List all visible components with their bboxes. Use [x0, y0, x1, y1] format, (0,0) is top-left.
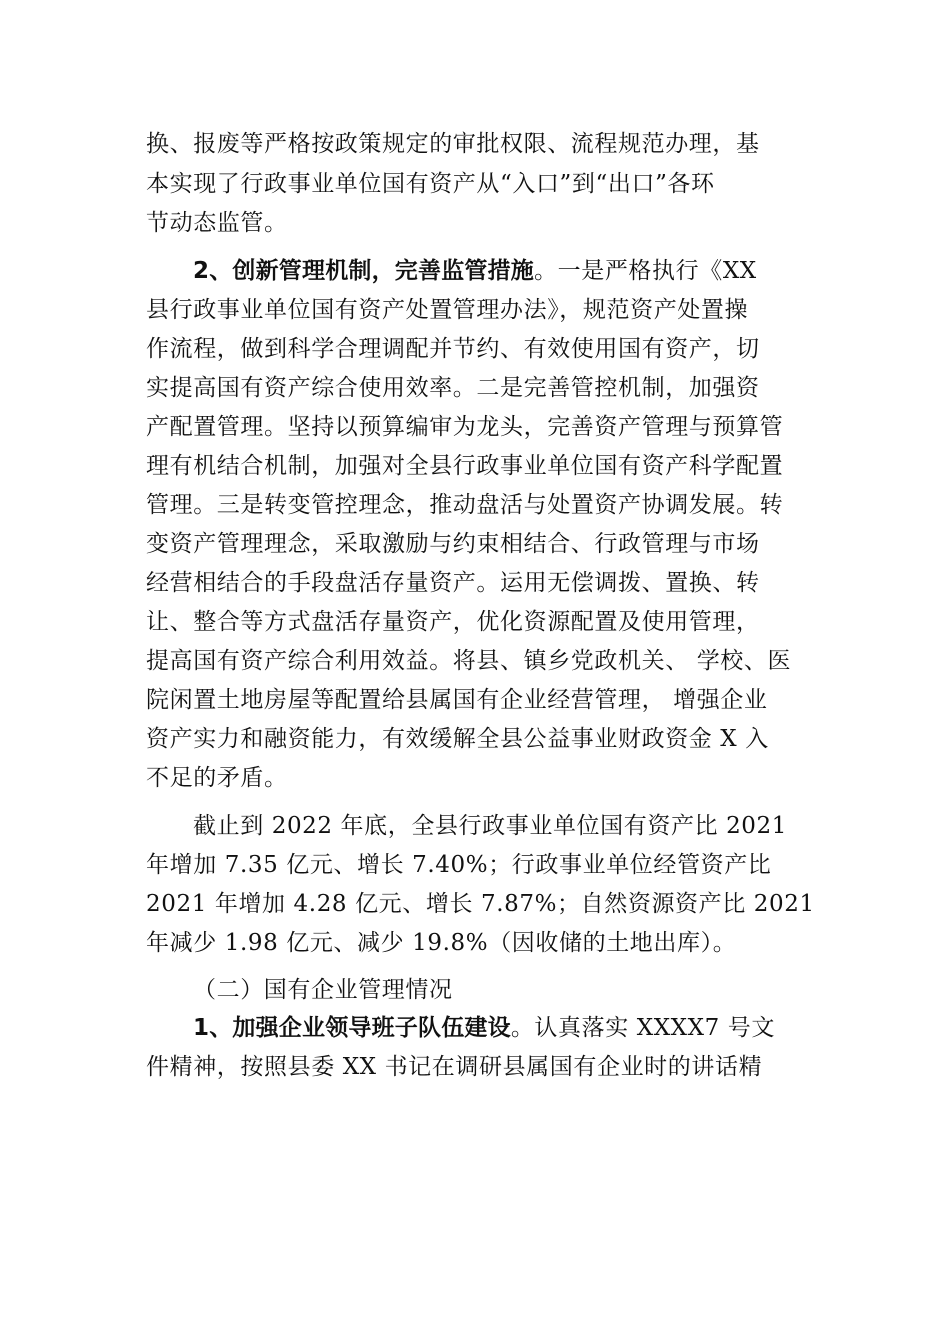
paragraph-line: 作流程，做到科学合理调配并节约、有效使用国有资产，切	[146, 336, 760, 362]
paragraph-line: 理有机结合机制，加强对全县行政事业单位国有资产科学配置	[146, 453, 784, 479]
paragraph-line: 2021 年增加 4.28 亿元、增长 7.87%；自然资源资产比 2021	[146, 891, 815, 917]
paragraph-line: 不足的矛盾。	[146, 765, 288, 791]
paragraph-text: 。一是严格执行《XX	[534, 258, 757, 284]
paragraph-line: 院闲置土地房屋等配置给县属国有企业经营管理， 增强企业	[146, 687, 768, 713]
paragraph-line: 产配置管理。坚持以预算编审为龙头，完善资产管理与预算管	[146, 414, 784, 440]
paragraph-line: 变资产管理理念，采取激励与约束相结合、行政管理与市场	[146, 531, 760, 557]
paragraph-line: 年增加 7.35 亿元、增长 7.40%；行政事业单位经管资产比	[146, 852, 772, 878]
paragraph-line: 节动态监管。	[146, 210, 288, 236]
paragraph-text: 。认真落实 XXXX7 号文	[510, 1015, 775, 1041]
paragraph-line: 县行政事业单位国有资产处置管理办法》，规范资产处置操	[146, 297, 749, 323]
paragraph-line: 实提高国有资产综合使用效率。二是完善管控机制，加强资	[146, 375, 760, 401]
paragraph-line: 换、报废等严格按政策规定的审批权限、流程规范办理，基	[146, 131, 760, 157]
paragraph-first-line	[193, 256, 757, 286]
paragraph-heading: 1、加强企业领导班子队伍建设	[193, 1015, 511, 1041]
paragraph-first-line	[193, 1013, 775, 1043]
paragraph-heading: 2、创新管理机制，完善监管措施	[193, 258, 535, 284]
paragraph-line: 截止到 2022 年底，全县行政事业单位国有资产比 2021	[193, 813, 787, 839]
paragraph-line: 让、整合等方式盘活存量资产，优化资源配置及使用管理，	[146, 609, 760, 635]
paragraph-line: 管理。三是转变管控理念，推动盘活与处置资产协调发展。转	[146, 492, 784, 518]
paragraph-line: 经营相结合的手段盘活存量资产。运用无偿调拨、置换、转	[146, 570, 760, 596]
paragraph-line: 件精神，按照县委 XX 书记在调研县属国有企业时的讲话精	[146, 1054, 763, 1080]
paragraph-line: 年减少 1.98 亿元、减少 19.8%（因收储的土地出库）。	[146, 930, 737, 956]
paragraph-line: 提高国有资产综合利用效益。将县、镇乡党政机关、 学校、医	[146, 648, 792, 674]
section-heading: （二）国有企业管理情况	[193, 977, 453, 1003]
paragraph-line: 资产实力和融资能力，有效缓解全县公益事业财政资金 X 入	[146, 726, 769, 752]
paragraph-line: 本实现了行政事业单位国有资产从“入口”到“出口”各环	[146, 171, 715, 197]
